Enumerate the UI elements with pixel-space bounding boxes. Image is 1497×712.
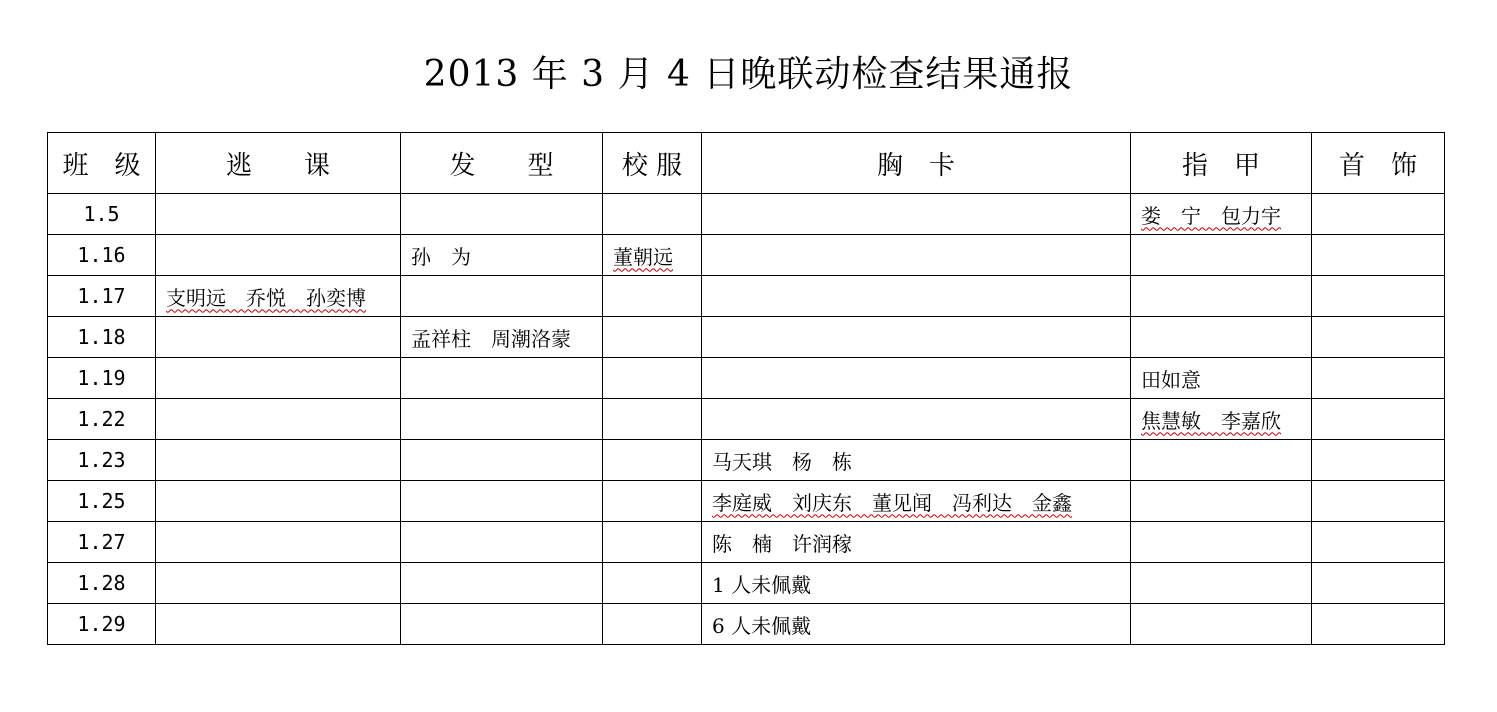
badge-cell bbox=[702, 317, 1131, 358]
nails-names: 焦慧敏 李嘉欣 bbox=[1141, 408, 1281, 433]
class-cell: 1.18 bbox=[48, 317, 156, 358]
badge-cell: 马天琪 杨 栋 bbox=[702, 440, 1131, 481]
jewelry-cell bbox=[1312, 563, 1445, 604]
nails-cell bbox=[1131, 399, 1312, 440]
badge-cell: 6 人未佩戴 bbox=[702, 604, 1131, 645]
class-cell: 1.19 bbox=[48, 358, 156, 399]
jewelry-cell bbox=[1312, 358, 1445, 399]
jewelry-cell bbox=[1312, 194, 1445, 235]
truancy-cell bbox=[156, 235, 401, 276]
table-row bbox=[48, 194, 1445, 235]
table-row bbox=[48, 235, 1445, 276]
uniform-cell bbox=[603, 194, 702, 235]
hairstyle-cell: 孟祥柱 周潮洛蒙 bbox=[401, 317, 603, 358]
page-title: 2013 年 3 月 4 日晚联动检查结果通报 bbox=[423, 54, 1074, 95]
header-truancy: 逃 课 bbox=[156, 133, 401, 194]
class-cell: 1.25 bbox=[48, 481, 156, 522]
table-row bbox=[48, 481, 1445, 522]
class-cell: 1.28 bbox=[48, 563, 156, 604]
table-row bbox=[48, 522, 1445, 563]
nails-cell bbox=[1131, 604, 1312, 645]
badge-cell bbox=[702, 276, 1131, 317]
truancy-cell bbox=[156, 358, 401, 399]
hairstyle-cell bbox=[401, 276, 603, 317]
class-cell: 1.17 bbox=[48, 276, 156, 317]
class-cell: 1.27 bbox=[48, 522, 156, 563]
uniform-names: 董朝远 bbox=[613, 244, 673, 269]
truancy-names: 支明远 乔悦 孙奕博 bbox=[166, 285, 366, 310]
nails-cell bbox=[1131, 235, 1312, 276]
nails-cell bbox=[1131, 276, 1312, 317]
header-nails: 指 甲 bbox=[1131, 133, 1312, 194]
badge-cell: 1 人未佩戴 bbox=[702, 563, 1131, 604]
badge-cell bbox=[702, 358, 1131, 399]
table-row bbox=[48, 276, 1445, 317]
jewelry-cell bbox=[1312, 235, 1445, 276]
header-jewelry: 首 饰 bbox=[1312, 133, 1445, 194]
hairstyle-cell bbox=[401, 358, 603, 399]
uniform-cell bbox=[603, 358, 702, 399]
truancy-cell bbox=[156, 522, 401, 563]
table-row bbox=[48, 358, 1445, 399]
uniform-cell bbox=[603, 235, 702, 276]
nails-cell bbox=[1131, 481, 1312, 522]
nails-cell bbox=[1131, 563, 1312, 604]
table-row bbox=[48, 317, 1445, 358]
badge-cell bbox=[702, 235, 1131, 276]
hairstyle-cell bbox=[401, 399, 603, 440]
badge-cell bbox=[702, 194, 1131, 235]
hairstyle-cell bbox=[401, 563, 603, 604]
nails-cell bbox=[1131, 317, 1312, 358]
class-cell: 1.29 bbox=[48, 604, 156, 645]
header-class: 班 级 bbox=[48, 133, 156, 194]
badge-cell: 陈 楠 许润稼 bbox=[702, 522, 1131, 563]
table-row bbox=[48, 604, 1445, 645]
truancy-cell bbox=[156, 317, 401, 358]
nails-cell: 田如意 bbox=[1131, 358, 1312, 399]
header-uniform: 校 服 bbox=[603, 133, 702, 194]
table-row bbox=[48, 440, 1445, 481]
uniform-cell bbox=[603, 604, 702, 645]
badge-cell bbox=[702, 481, 1131, 522]
badge-names: 李庭威 刘庆东 董见闻 冯利达 金鑫 bbox=[712, 490, 1072, 515]
uniform-cell bbox=[603, 317, 702, 358]
header-badge: 胸 卡 bbox=[702, 133, 1131, 194]
class-cell: 1.23 bbox=[48, 440, 156, 481]
uniform-cell bbox=[603, 440, 702, 481]
jewelry-cell bbox=[1312, 399, 1445, 440]
table-header-row bbox=[48, 133, 1445, 194]
jewelry-cell bbox=[1312, 440, 1445, 481]
nails-cell bbox=[1131, 194, 1312, 235]
class-cell: 1.16 bbox=[48, 235, 156, 276]
nails-names: 娄 宁 包力宇 bbox=[1141, 203, 1281, 228]
uniform-cell bbox=[603, 522, 702, 563]
hairstyle-cell bbox=[401, 604, 603, 645]
truancy-cell bbox=[156, 481, 401, 522]
jewelry-cell bbox=[1312, 276, 1445, 317]
truancy-cell bbox=[156, 563, 401, 604]
truancy-cell bbox=[156, 604, 401, 645]
jewelry-cell bbox=[1312, 604, 1445, 645]
uniform-cell bbox=[603, 399, 702, 440]
hairstyle-cell bbox=[401, 481, 603, 522]
uniform-cell bbox=[603, 276, 702, 317]
table-row bbox=[48, 399, 1445, 440]
hairstyle-cell bbox=[401, 522, 603, 563]
truancy-cell bbox=[156, 440, 401, 481]
nails-cell bbox=[1131, 440, 1312, 481]
hairstyle-cell bbox=[401, 440, 603, 481]
class-cell: 1.22 bbox=[48, 399, 156, 440]
jewelry-cell bbox=[1312, 522, 1445, 563]
uniform-cell bbox=[603, 563, 702, 604]
badge-cell bbox=[702, 399, 1131, 440]
table-row bbox=[48, 563, 1445, 604]
header-hairstyle: 发 型 bbox=[401, 133, 603, 194]
jewelry-cell bbox=[1312, 481, 1445, 522]
hairstyle-cell: 孙 为 bbox=[401, 235, 603, 276]
inspection-table bbox=[47, 132, 1445, 645]
truancy-cell bbox=[156, 194, 401, 235]
class-cell: 1.5 bbox=[48, 194, 156, 235]
jewelry-cell bbox=[1312, 317, 1445, 358]
truancy-cell bbox=[156, 276, 401, 317]
hairstyle-cell bbox=[401, 194, 603, 235]
truancy-cell bbox=[156, 399, 401, 440]
uniform-cell bbox=[603, 481, 702, 522]
nails-cell bbox=[1131, 522, 1312, 563]
